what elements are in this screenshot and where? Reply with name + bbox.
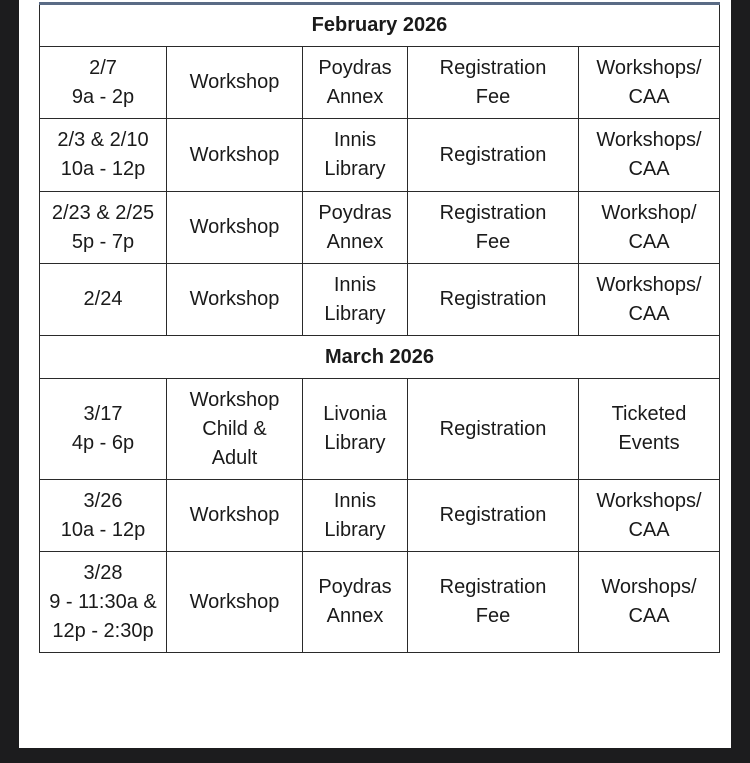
table-row: [40, 379, 720, 480]
requirement-cell: [408, 264, 579, 336]
requirement-text: Registration: [439, 576, 547, 598]
requirement-text: Registration: [439, 143, 547, 166]
date-text: 2/24: [83, 288, 123, 310]
category-cell: [579, 264, 720, 336]
document-page: [19, 0, 731, 748]
category-text: Workshops/: [596, 273, 702, 296]
requirement-text: Registration: [439, 288, 547, 310]
table-row: [40, 192, 720, 264]
type-text: Workshop: [189, 504, 280, 526]
location-text: Annex: [326, 605, 384, 627]
location-cell: [303, 119, 408, 192]
location-text: Poydras: [318, 56, 392, 79]
table-row: [40, 47, 720, 119]
date-text: 10a - 12p: [60, 518, 146, 541]
requirement-cell: [408, 552, 579, 653]
location-text: Livonia: [323, 403, 387, 425]
location-cell: [303, 47, 408, 119]
location-cell: [303, 192, 408, 264]
type-cell: [167, 119, 303, 192]
date-cell: [40, 552, 167, 653]
table-row: [40, 480, 720, 552]
type-cell: [167, 264, 303, 336]
type-text: Workshop: [189, 71, 280, 93]
location-text: Library: [324, 158, 386, 180]
date-text: 3/28: [83, 561, 123, 584]
location-text: Poydras: [318, 576, 392, 598]
location-cell: [303, 552, 408, 653]
requirement-text: Registration: [439, 417, 547, 440]
requirement-text: Registration: [439, 504, 547, 526]
location-text: Library: [324, 518, 386, 541]
location-cell: [303, 480, 408, 552]
date-text: 12p - 2:30p: [52, 619, 154, 642]
location-text: Innis: [333, 489, 377, 512]
date-text: 9 - 11:30a &: [49, 590, 157, 613]
location-text: Annex: [326, 230, 384, 253]
category-cell: [579, 379, 720, 480]
type-text: Workshop: [189, 216, 280, 238]
requirement-cell: [408, 47, 579, 119]
category-text: CAA: [628, 158, 670, 180]
category-text: Ticketed: [611, 403, 687, 425]
type-text: Workshop: [189, 143, 280, 166]
date-cell: [40, 264, 167, 336]
requirement-cell: [408, 480, 579, 552]
type-text: Child &: [202, 417, 267, 440]
category-text: CAA: [628, 605, 670, 627]
requirement-cell: [408, 192, 579, 264]
category-text: Workshops/: [596, 489, 702, 512]
location-text: Annex: [326, 85, 384, 108]
date-cell: [40, 47, 167, 119]
month-heading: February 2026: [40, 4, 720, 47]
date-text: 4p - 6p: [71, 432, 135, 454]
date-text: 10a - 12p: [60, 158, 146, 180]
table-row: [40, 264, 720, 336]
category-text: CAA: [628, 230, 670, 253]
category-cell: [579, 119, 720, 192]
requirement-cell: [408, 379, 579, 480]
category-text: CAA: [628, 518, 670, 541]
category-text: Worshops/: [601, 576, 697, 598]
table-row: [40, 119, 720, 192]
requirement-text: Fee: [475, 605, 511, 627]
category-text: Workshops/: [596, 56, 702, 79]
date-text: 3/26: [83, 489, 123, 512]
category-text: CAA: [628, 85, 670, 108]
type-text: Workshop: [189, 288, 280, 310]
type-text: Adult: [211, 446, 258, 469]
date-text: 3/17: [83, 403, 123, 425]
category-text: Workshop/: [601, 201, 697, 224]
date-cell: [40, 192, 167, 264]
date-cell: [40, 480, 167, 552]
type-cell: [167, 47, 303, 119]
date-cell: [40, 119, 167, 192]
category-cell: [579, 552, 720, 653]
category-cell: [579, 192, 720, 264]
month-header-row: [40, 4, 720, 47]
location-cell: [303, 379, 408, 480]
type-text: Workshop: [189, 388, 280, 411]
date-text: 2/3 & 2/10: [57, 129, 149, 151]
type-text: Workshop: [189, 590, 280, 613]
type-cell: [167, 480, 303, 552]
category-cell: [579, 480, 720, 552]
category-text: CAA: [628, 302, 670, 325]
requirement-text: Fee: [475, 85, 511, 108]
location-text: Library: [324, 432, 386, 454]
month-heading: March 2026: [40, 336, 720, 379]
date-text: 2/23 & 2/25: [51, 201, 155, 224]
category-text: Events: [618, 432, 680, 454]
month-header-row: [40, 336, 720, 379]
requirement-text: Fee: [475, 230, 511, 253]
category-cell: [579, 47, 720, 119]
location-text: Poydras: [318, 201, 392, 224]
date-text: 9a - 2p: [71, 85, 135, 108]
type-cell: [167, 552, 303, 653]
requirement-cell: [408, 119, 579, 192]
location-text: Innis: [333, 129, 377, 151]
requirement-text: Registration: [439, 201, 547, 224]
location-text: Library: [324, 302, 386, 325]
location-text: Innis: [333, 273, 377, 296]
type-cell: [167, 379, 303, 480]
date-text: 5p - 7p: [71, 230, 135, 253]
date-text: 2/7: [89, 56, 117, 79]
type-cell: [167, 192, 303, 264]
category-text: Workshops/: [596, 129, 702, 151]
requirement-text: Registration: [439, 56, 547, 79]
schedule-table: [39, 2, 720, 653]
table-row: [40, 552, 720, 653]
location-cell: [303, 264, 408, 336]
date-cell: [40, 379, 167, 480]
